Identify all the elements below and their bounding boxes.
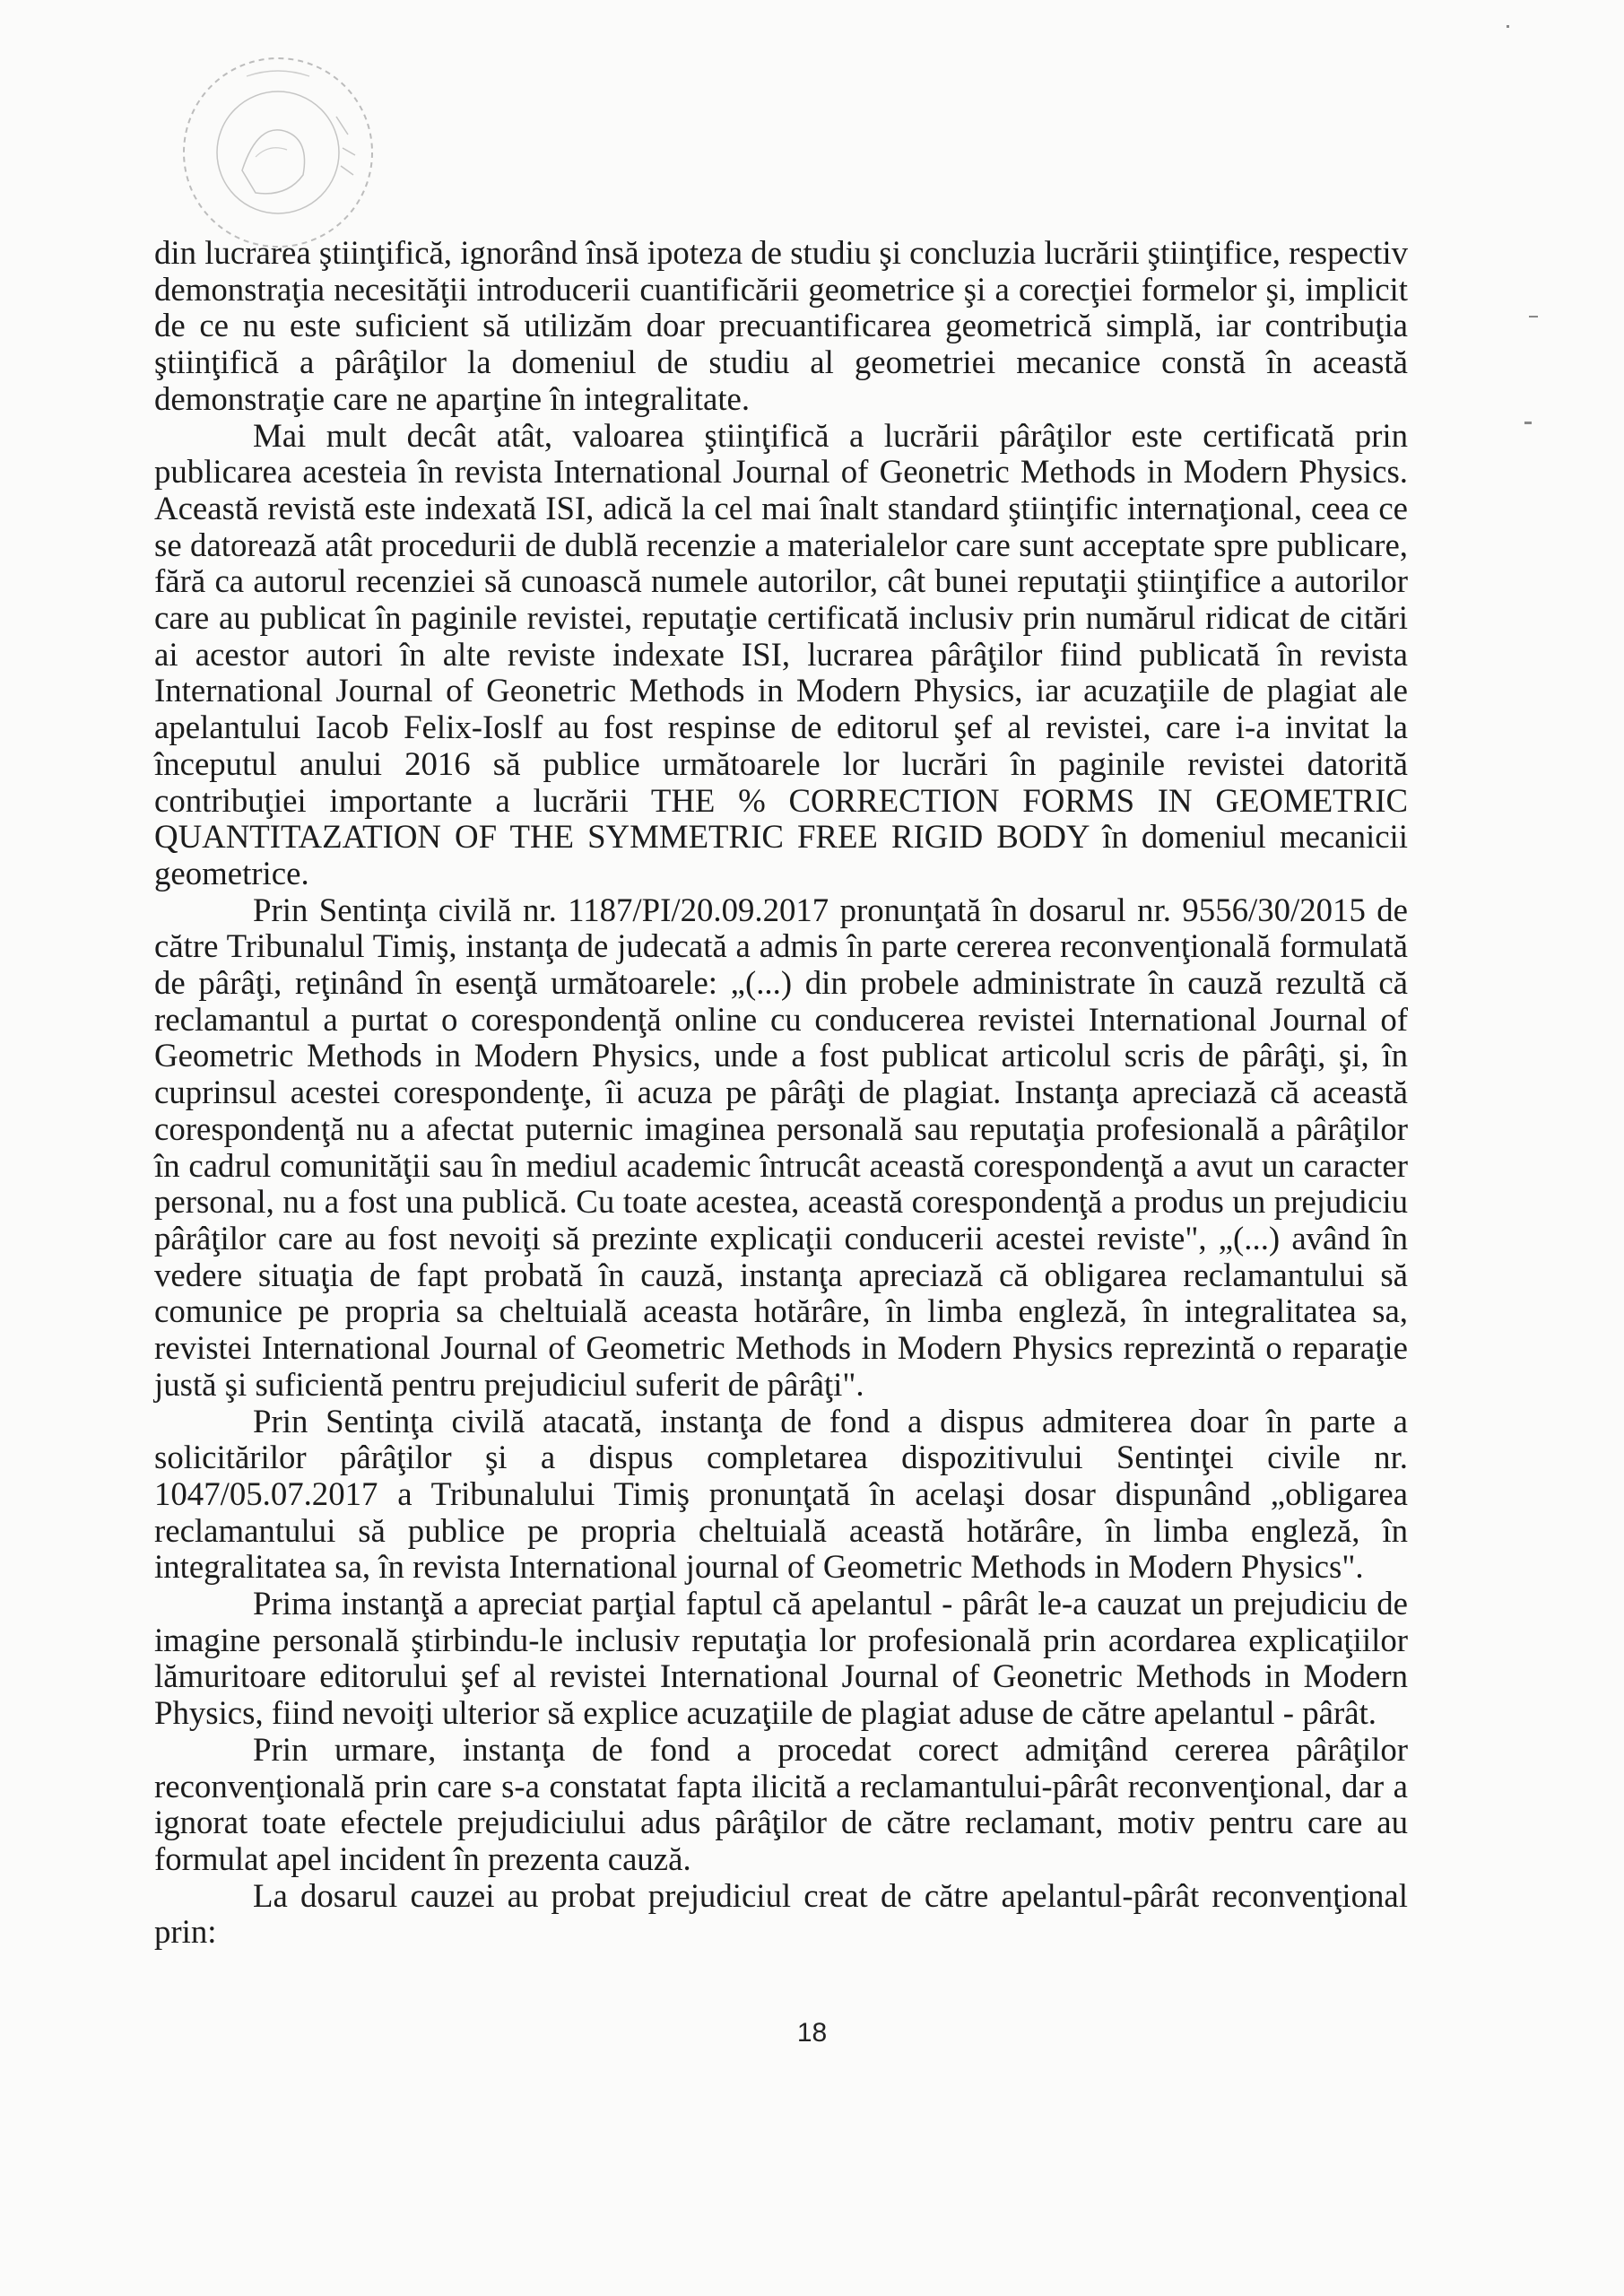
paragraph-7: La dosarul cauzei au probat prejudiciul creat de către apelantul-pârât reconvenţional prin: <box>154 1876 1408 1951</box>
margin-mark <box>1529 316 1538 317</box>
paragraph-3: Prin Sentinţa civilă nr. 1187/PI/20.09.2017 pronunţată în dosarul nr. 9556/30/2015 de către Tribunalul Timiş, instanţa de judecată a admis în parte cererea reconvenţională formulată de pârâţi, reţinând în esenţă următoarele: „(...) din probele administrate în cauză rezultă că reclamantul a purtat o corespondenţă online cu conducerea revistei International Journal of Geometric Methods in Modern Physics, unde a fost publicat articolul scris de pârâţi, şi, în cuprinsul acestei corespondenţe, îi acuza pe pârâţi de plagiat. Instanţa apreciază că această corespondenţă nu a afectat puternic imaginea personală sau reputaţia profesională a pârâţilor în cadrul comunităţii sau în mediul academic întrucât această corespondenţă a avut un caracter personal, nu a fost una publică. Cu toate acestea, această corespondenţă a produs un prejudiciu pârâţilor care au fost nevoiţi să prezinte explicaţii conducerii acestei reviste", „(...) având în vedere situaţia de fapt probată în cauză, instanţa apreciază că obligarea reclamantului să comunice pe propria sa cheltuială aceasta hotărâre, în limba engleză, în integralitatea sa, revistei International Journal of Geometric Methods in Modern Physics reprezintă o reparaţie justă şi suficientă pentru prejudiciul suferit de pârâţi". <box>154 891 1408 1403</box>
document-body <box>154 235 1408 1951</box>
paragraph-6: Prin urmare, instanţa de fond a procedat corect admiţând cererea pârâţilor reconvenţională prin care s-a constatat fapta ilicită a reclamantului-pârât reconvenţional, dar a ignorat toate efectele prejudiciului adus pârâţilor de către reclamant, motiv pentru care au formulat apel incident în prezenta cauză. <box>154 1730 1408 1877</box>
margin-mark <box>1507 25 1509 28</box>
paragraph-2: Mai mult decât atât, valoarea ştiinţifică a lucrării pârâţilor este certificată prin publicarea acesteia în revista International Journal of Geonetric Methods in Modern Physics. Această revistă este indexată ISI, adică la cel mai înalt standard ştiinţific internaţional, ceea ce se datorează atât procedurii de dublă recenzie a materialelor care sunt acceptate spre publicare, fără ca autorul recenziei să cunoască numele autorilor, cât bunei reputaţii ştiinţifice a autorilor care au publicat în paginile revistei, reputaţie certificată inclusiv prin numărul ridicat de citări ai acestor autori în alte reviste indexate ISI, lucrarea pârâţilor fiind publicată în revista International Journal of Geonetric Methods in Modern Physics, iar acuzaţiile de plagiat ale apelantului Iacob Felix-Ioslf au fost respinse de editorul şef al revistei, care i-a invitat la începutul anului 2016 să publice următoarele lor lucrări în paginile revistei datorită contribuţiei importante a lucrării THE % CORRECTION FORMS IN GEOMETRIC QUANTITAZATION OF THE SYMMETRIC FREE RIGID BODY în domeniul mecanicii geometrice. <box>154 416 1408 891</box>
paragraph-1: din lucrarea ştiinţifică, ignorând însă ipoteza de studiu şi concluzia lucrării ştiinţifice, respectiv demonstraţia necesităţii introducerii cuantificării geometrice şi a corecţiei formelor şi, implicit de ce nu este suficient să utilizăm doar precuantificarea geometrică simplă, iar contribuţia ştiinţifică a pârâţilor la domeniul de studiu al geometriei mecanice constă în această demonstraţie care ne aparţine în integralitate. <box>154 234 1408 417</box>
page-number: 18 <box>796 2018 828 2048</box>
archive-stamp <box>152 49 386 260</box>
margin-mark <box>1524 422 1532 424</box>
paragraph-4: Prin Sentinţa civilă atacată, instanţa de fond a dispus admiterea doar în parte a solicitărilor pârâţilor şi a dispus completarea dispozitivului Sentinţei civile nr. 1047/05.07.2017 a Tribunalului Timiş pronunţată în acelaşi dosar dispunând „obligarea reclamantului să publice pe propria cheltuială această hotărâre, în limba engleză, în integralitatea sa, în revista International journal of Geometric Methods in Modern Physics". <box>154 1402 1408 1586</box>
paragraph-5: Prima instanţă a apreciat parţial faptul că apelantul - pârât le-a cauzat un prejudiciu de imagine personală ştirbindu-le inclusiv reputaţia lor profesională prin acordarea explicaţiilor lămuritoare editorului şef al revistei International Journal of Geonetric Methods in Modern Physics, fiind nevoiţi ulterior să explice acuzaţiile de plagiat aduse de către apelantul - pârât. <box>154 1585 1408 1732</box>
